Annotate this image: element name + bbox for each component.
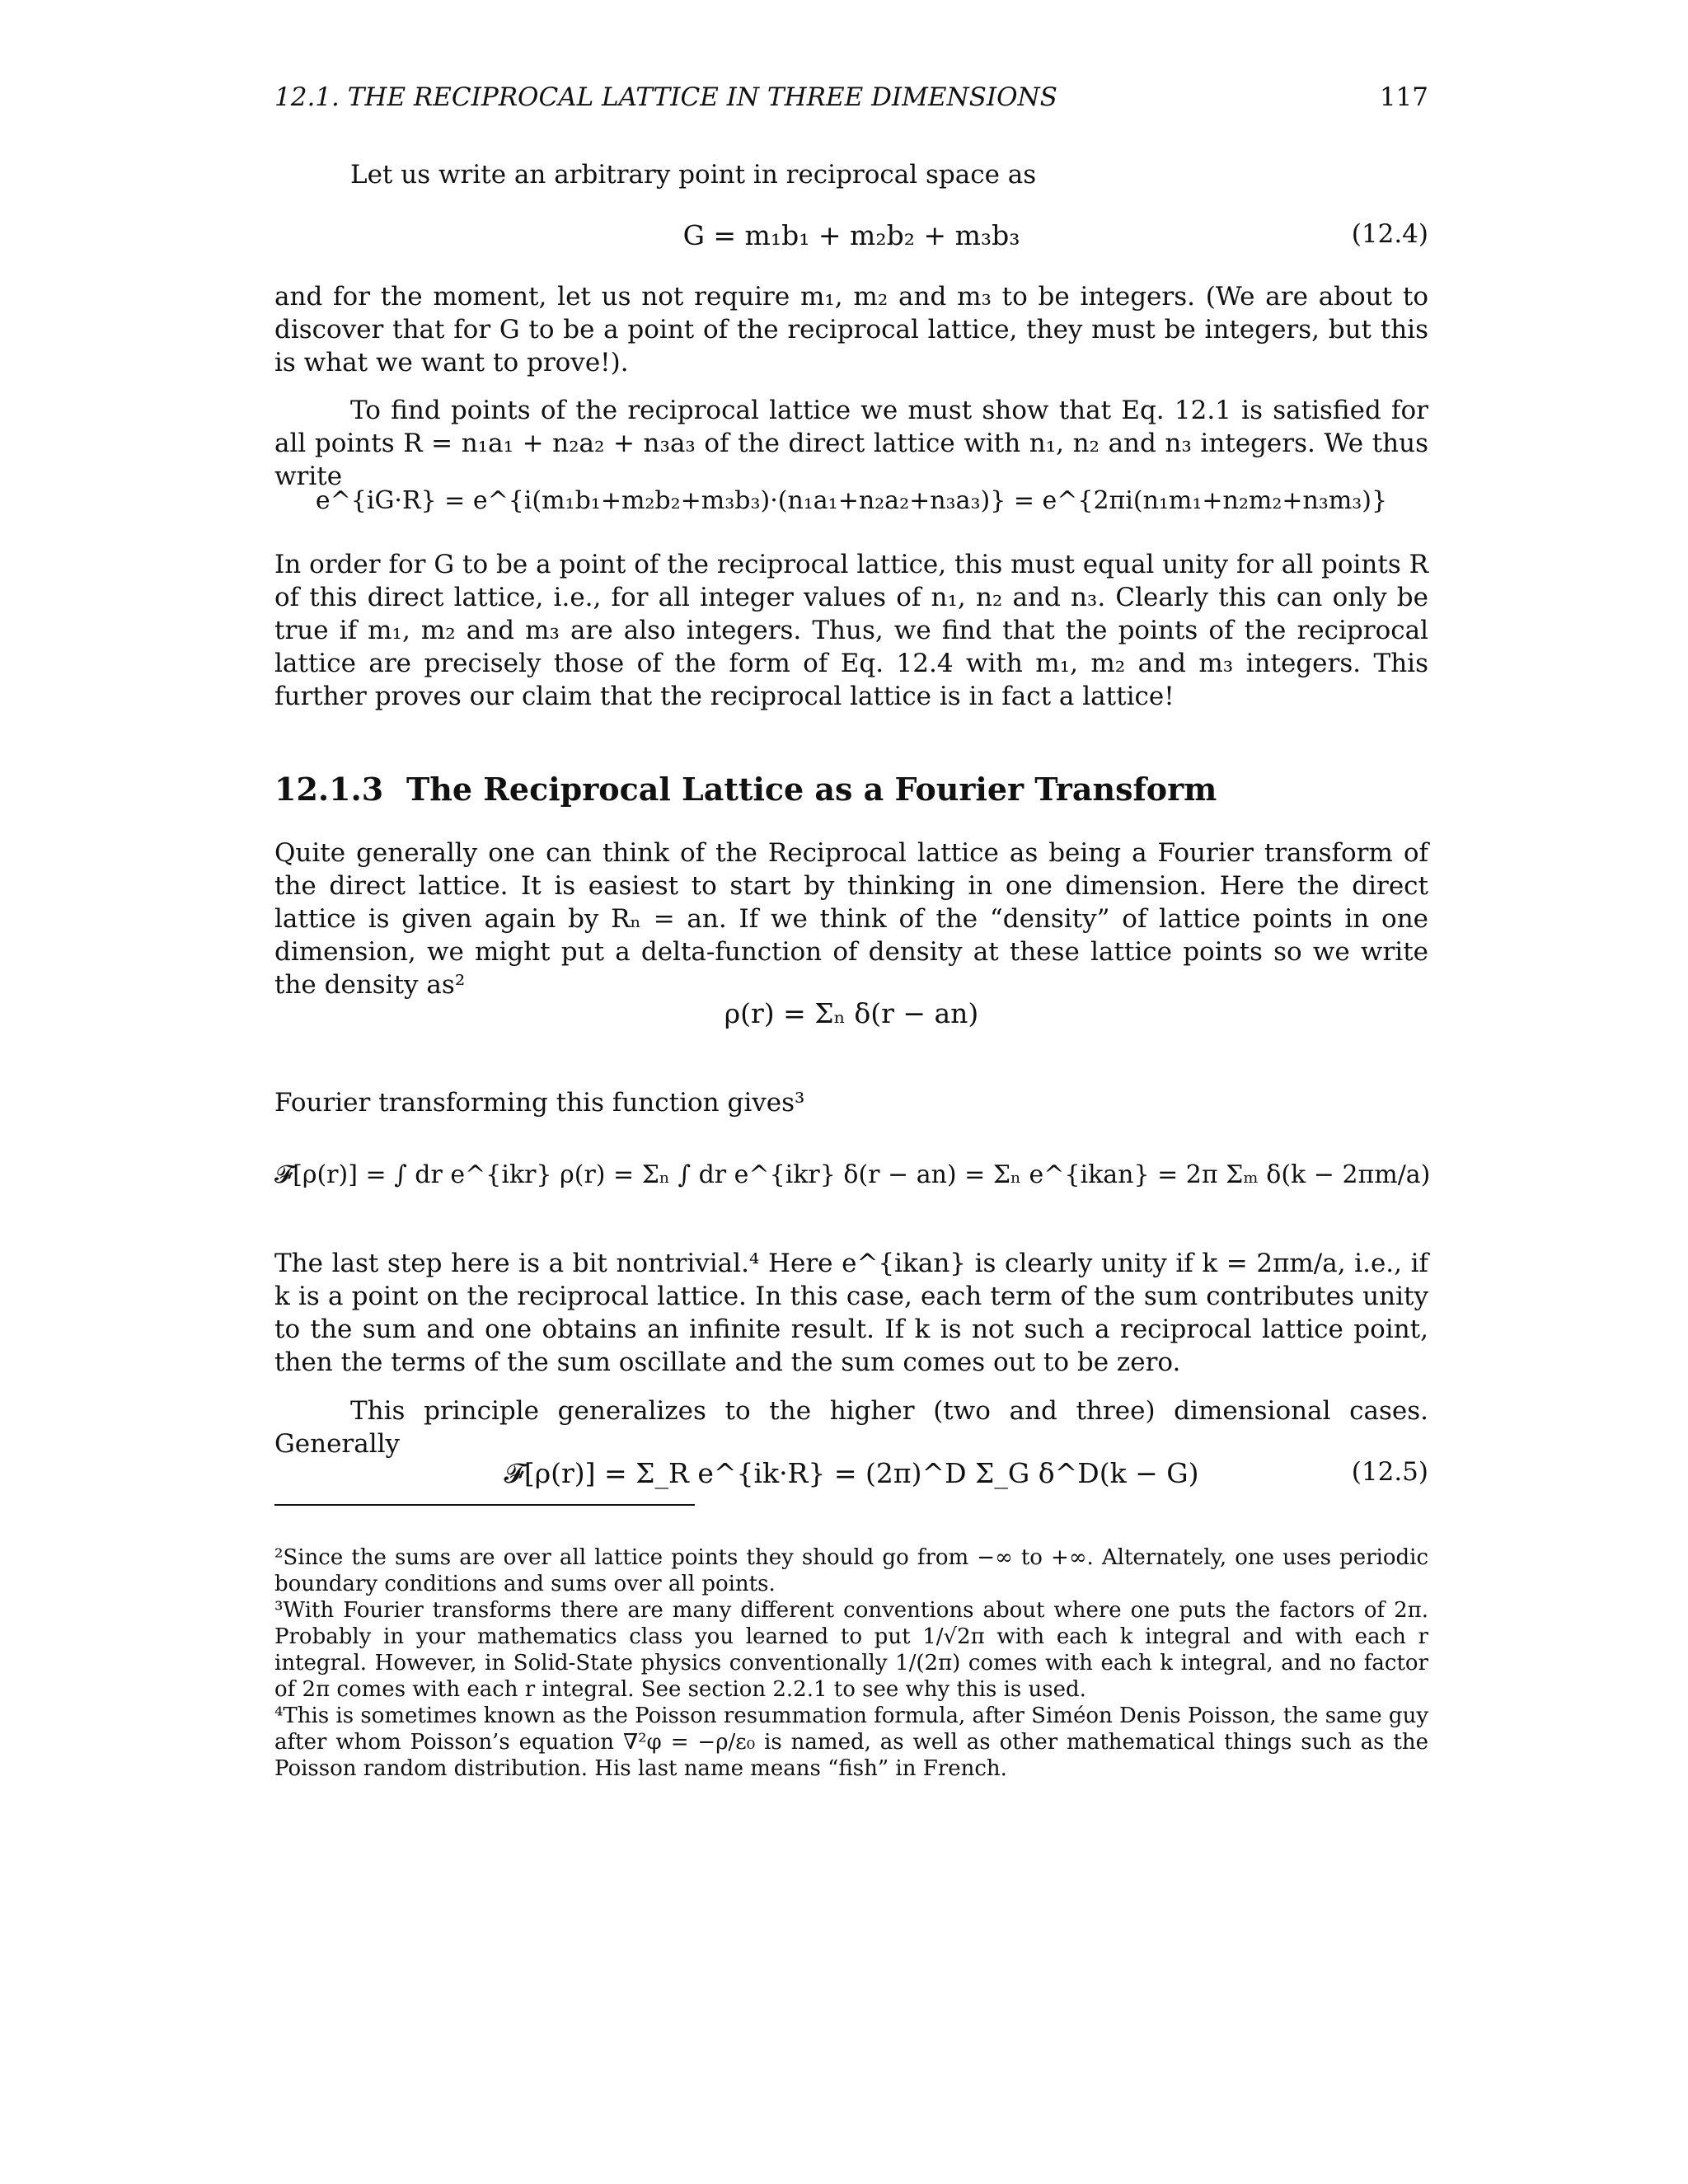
equation-12-5 <box>274 1457 1428 1502</box>
equation-body: G = m₁b₁ + m₂b₂ + m₃b₃ <box>682 219 1020 251</box>
equation-fourier-1d <box>274 1160 1431 1218</box>
paragraph-moment: and for the moment, let us not require m₁, m₂ and m₃ to be integers. (We are about to discover that for G to be a point of the reciprocal lattice, they must be integers, but this is what we want to prove!). <box>274 282 1428 377</box>
footnote-2: ²Since the sums are over all lattice points they should go from −∞ to +∞. Alternately, one uses periodic boundary conditions and sums over all points. <box>274 1545 1428 1596</box>
running-title: 12.1. THE RECIPROCAL LATTICE IN THREE DIMENSIONS <box>274 82 1057 112</box>
page-number: 117 <box>1379 82 1428 112</box>
equation-phase <box>274 486 1428 523</box>
paragraph-intro: Let us write an arbitrary point in reciprocal space as <box>350 160 1037 190</box>
paragraph-fourier-transform: Fourier transforming this function gives³ <box>274 1088 805 1118</box>
paragraph-unity: In order for G to be a point of the reciprocal lattice, this must equal unity for all points R of this direct lattice, i.e., for all integer values of n₁, n₂ and n₃. Clearly this can only be true if m₁, m₂ and m₃ are also integers. Thus, we find that the points of the reciprocal lattice are precisely those of the form of Eq. 12.4 with m₁, m₂ and m₃ integers. This further proves our claim that the reciprocal lattice is in fact a lattice! <box>274 550 1428 711</box>
section-number: 12.1.3 <box>274 771 384 808</box>
section-heading <box>274 771 1217 808</box>
equation-body: ρ(r) = Σₙ δ(r − an) <box>724 997 979 1029</box>
footnote-rule <box>274 1504 695 1506</box>
equation-body: 𝓕[ρ(r)] = ∫ dr e^{ikr} ρ(r) = Σₙ ∫ dr e^{ikr} δ(r − an) = Σₙ e^{ikan} = 2π Σₘ δ(k − 2πm/a) <box>274 1160 1431 1189</box>
running-head <box>274 82 1428 120</box>
paragraph-nontrivial: The last step here is a bit nontrivial.⁴ Here e^{ikan} is clearly unity if k = 2πm/a, i.e., if k is a point on the reciprocal lattice. In this case, each term of the sum contributes unity to the sum and one obtains an infinite result. If k is not such a reciprocal lattice point, then the terms of the sum oscillate and the sum comes out to be zero. <box>274 1249 1428 1377</box>
equation-12-4 <box>274 219 1428 255</box>
equation-density <box>274 997 1428 1047</box>
equation-body: e^{iG·R} = e^{i(m₁b₁+m₂b₂+m₃b₃)·(n₁a₁+n₂a₂+n₃a₃)} = e^{2πi(n₁m₁+n₂m₂+n₃m₃)} <box>315 486 1388 515</box>
equation-body: 𝓕[ρ(r)] = Σ_R e^{ik·R} = (2π)^D Σ_G δ^D(k − G) <box>504 1457 1199 1489</box>
equation-number: (12.4) <box>1351 219 1428 249</box>
footnote-4: ⁴This is sometimes known as the Poisson resummation formula, after Siméon Denis Poisson, the same guy after whom Poisson’s equation ∇²φ = −ρ/ε₀ is named, as well as other mathematical things such as the Poisson random distribution. His last name means “fish” in French. <box>274 1704 1429 1781</box>
section-title: The Reciprocal Lattice as a Fourier Transform <box>406 771 1217 808</box>
equation-number: (12.5) <box>1351 1457 1428 1487</box>
footnote-3: ³With Fourier transforms there are many different conventions about where one puts the factors of 2π. Probably in your mathematics class you learned to put 1/√2π with each k integral and with each r integral. However, in Solid-State physics conventionally 1/(2π) comes with each k integral, and no factor of 2π comes with each r integral. See section 2.2.1 to see why this is used. <box>274 1598 1428 1702</box>
paragraph-find-points: To find points of the reciprocal lattice we must show that Eq. 12.1 is satisfied for all points R = n₁a₁ + n₂a₂ + n₃a₃ of the direct lattice with n₁, n₂ and n₃ integers. We thus write <box>274 396 1428 491</box>
paragraph-fourier-intro: Quite generally one can think of the Reciprocal lattice as being a Fourier transform of the direct lattice. It is easiest to start by thinking in one dimension. Here the direct lattice is given again by Rₙ = an. If we think of the “density” of lattice points in one dimension, we might put a delta-function of density at these lattice points so we write the density as² <box>274 838 1428 1000</box>
footnotes <box>274 1544 1428 1782</box>
paragraph-generalizes: This principle generalizes to the higher (two and three) dimensional cases. Generally <box>274 1396 1428 1459</box>
